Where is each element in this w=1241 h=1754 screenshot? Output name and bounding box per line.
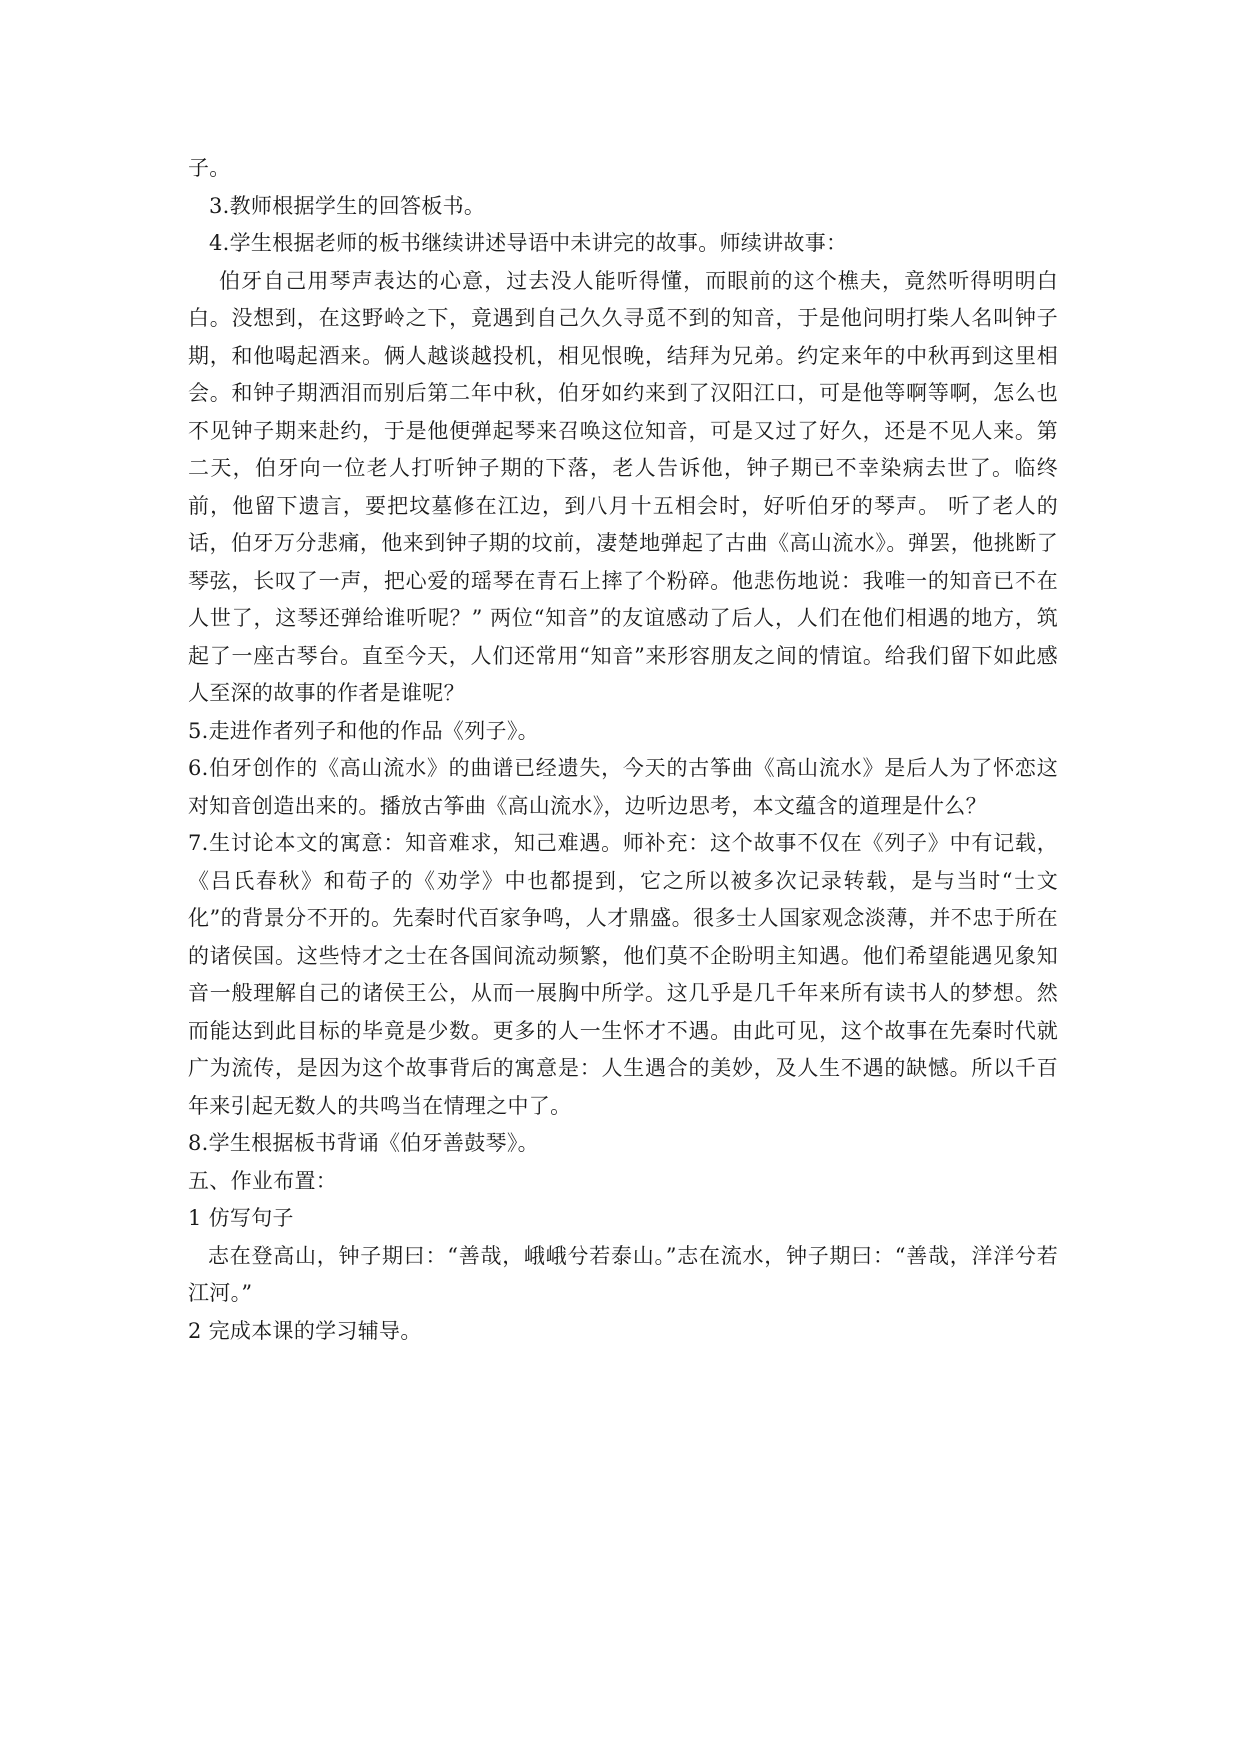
paragraph-step-8: 8.学生根据板书背诵《伯牙善鼓琴》。 <box>188 1131 539 1155</box>
paragraph-step-4: 4.学生根据老师的板书继续讲述导语中未讲完的故事。师续讲故事： <box>209 231 848 255</box>
paragraph-continuation: 子。 <box>188 156 231 180</box>
paragraph-step-5: 5.走进作者列子和他的作品《列子》。 <box>188 718 539 743</box>
homework-item-1: 1 仿写句子 <box>188 1206 294 1230</box>
section-heading-homework: 五、作业布置： <box>188 1168 338 1193</box>
paragraph-story: 伯牙自己用琴声表达的心意，过去没人能听得懂，而眼前的这个樵夫，竟然听得明明白白。没想到，在这野岭之下，竟遇到自己久久寻觅不到的知音，于是他问明打柴人名叫钟子期，和他喝起酒来。俩人越谈越投机，相见恨晚，结拜为兄弟。约定来年的中秋再到这里相会。和钟子期洒泪而别后第二年中秋，伯牙如约来到了汉阳江口，可是他等啊等啊，怎么也不见钟子期来赴约，于是他便弹起琴来召唤这位知音，可是又过了好久，还是不见人来。第二天，伯牙向一位老人打听钟子期的下落，老人告诉他，钟子期已不幸染病去世了。临终前，他留下遗言，要把坟墓修在江边，到八月十五相会时，好听伯牙的琴声。 听了老人的话，伯牙万分悲痛，他来到钟子期的坟前，凄楚地弹起了古曲《高山流水》。弹罢，他挑断了琴弦，长叹了一声，把心爱的瑶琴在青石上摔了个粉碎。他悲伤地说：我唯一的知音已不在人世了，这琴还弹给谁听呢？” 两位“知音”的友谊感动了后人，人们在他们相遇的地方，筑起了一座古琴台。直至今天，人们还常用“知音”来形容朋友之间的情谊。给我们留下如此感人至深的故事的作者是谁呢？ <box>188 268 1058 705</box>
homework-item-2: 2 完成本课的学习辅导。 <box>188 1318 422 1343</box>
paragraph-step-6: 6.伯牙创作的《高山流水》的曲谱已经遗失，今天的古筝曲《高山流水》是后人为了怀恋这对知音创造出来的。播放古筝曲《高山流水》，边听边思考，本文蕴含的道理是什么？ <box>188 756 1058 818</box>
paragraph-step-3: 3.教师根据学生的回答板书。 <box>209 193 486 218</box>
paragraph-step-7: 7.生讨论本文的寓意：知音难求，知己难遇。师补充：这个故事不仅在《列子》中有记载，《吕氏春秋》和荀子的《劝学》中也都提到，它之所以被多次记录转载，是与当时“士文化”的背景分不开的。先秦时代百家争鸣，人才鼎盛。很多士人国家观念淡薄，并不忠于所在的诸侯国。这些恃才之士在各国间流动频繁，他们莫不企盼明主知遇。他们希望能遇见象知音一般理解自己的诸侯王公，从而一展胸中所学。这几乎是几千年来所有读书人的梦想。然而能达到此目标的毕竟是少数。更多的人一生怀才不遇。由此可见，这个故事在先秦时代就广为流传，是因为这个故事背后的寓意是：人生遇合的美妙，及人生不遇的缺憾。所以千百年来引起无数人的共鸣当在情理之中了。 <box>188 831 1058 1118</box>
document-body <box>188 150 1058 1350</box>
homework-quote: 志在登高山，钟子期曰：“善哉，峨峨兮若泰山。”志在流水，钟子期曰：“善哉，洋洋兮若江河。” <box>188 1243 1058 1305</box>
